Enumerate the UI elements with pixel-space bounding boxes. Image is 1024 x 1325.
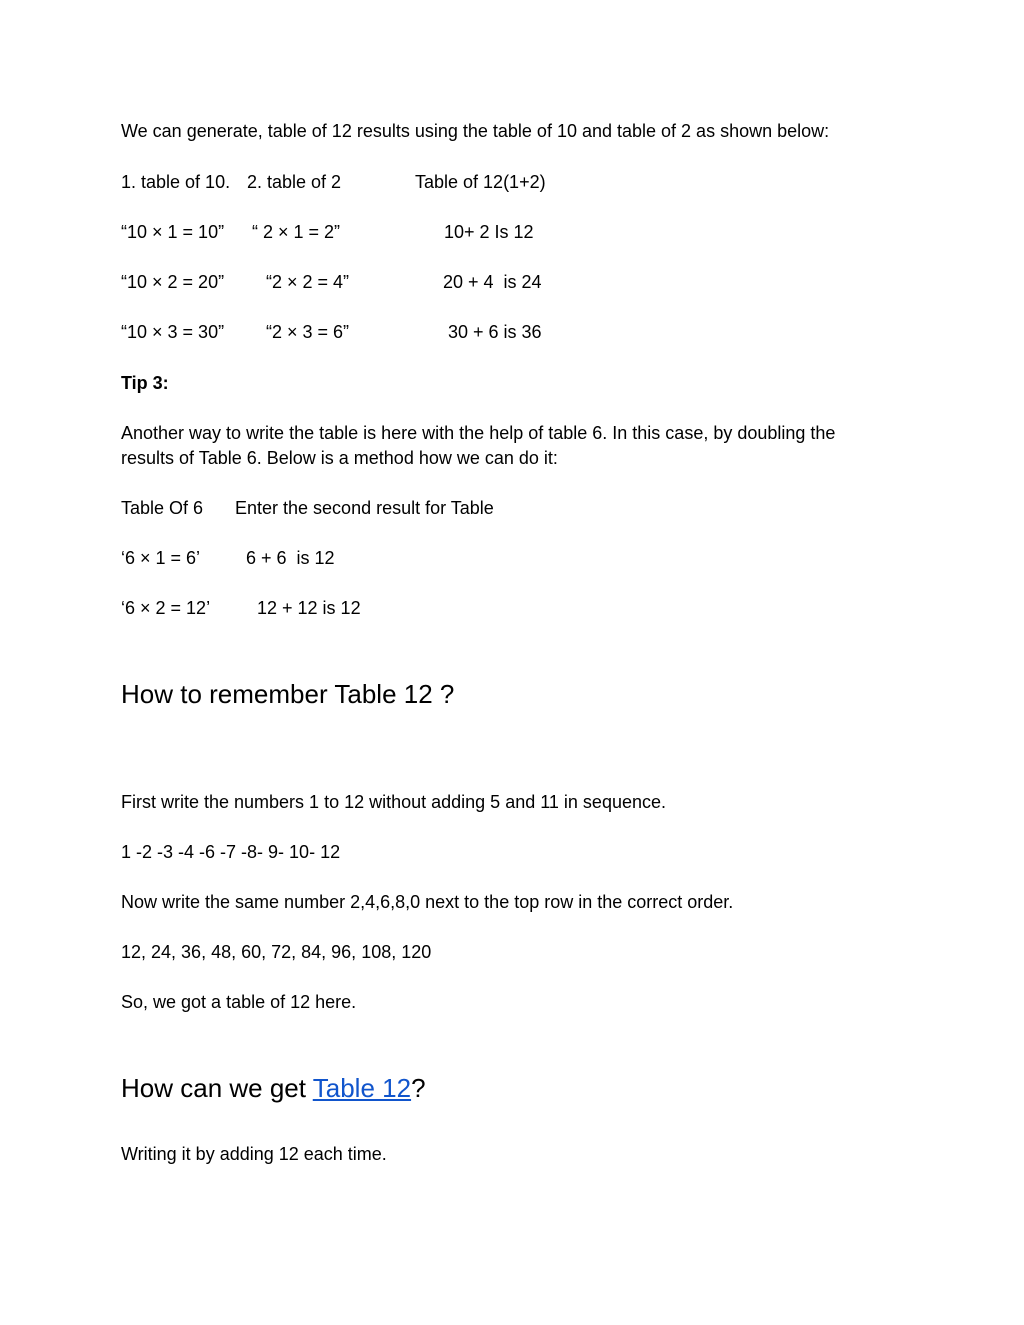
table10-row-2: “10 × 2 = 20” [121,272,225,292]
remember-sequence: 1 -2 -3 -4 -6 -7 -8- 9- 10- 12 [121,842,341,862]
remember-step2: Now write the same number 2,4,6,8,0 next to the top row in the correct order. [121,892,734,912]
get-heading [121,1072,426,1104]
table10-row-3: “10 × 3 = 30” [121,322,225,342]
table12-row-1: 10+ 2 Is 12 [444,222,534,242]
table2-row-2: “2 × 2 = 4” [266,272,350,292]
table12-header: Table of 12(1+2) [415,172,546,192]
remember-conclusion: So, we got a table of 12 here. [121,992,357,1012]
table-12-link[interactable]: Table 12 [312,1073,412,1103]
table6-result-row-1: 6 + 6 is 12 [246,548,335,568]
intro-text: We can generate, table of 12 results using the table of 10 and table of 2 as shown below: [121,121,830,141]
tip3-label: Tip 3: [121,373,169,393]
table2-row-3: “2 × 3 = 6” [266,322,350,342]
remember-results: 12, 24, 36, 48, 60, 72, 84, 96, 108, 120 [121,942,432,962]
get-heading-suffix: ? [411,1073,426,1103]
table6-second-header: Enter the second result for Table [235,498,494,518]
tip3-text: Another way to write the table is here with the help of table 6. In this case, by doubling the results of Table 6. Below is a method how we can do it: [121,423,836,468]
table2-row-1: “ 2 × 1 = 2” [252,222,341,242]
table10-header: 1. table of 10. [121,172,231,192]
table12-row-2: 20 + 4 is 24 [443,272,542,292]
table2-header: 2. table of 2 [247,172,342,192]
remember-step1: First write the numbers 1 to 12 without adding 5 and 11 in sequence. [121,792,666,812]
get-heading-prefix: How can we get [121,1073,313,1103]
table6-header: Table Of 6 [121,498,204,518]
table10-row-1: “10 × 1 = 10” [121,222,225,242]
table6-result-row-2: 12 + 12 is 12 [257,598,361,618]
table6-row-2: ‘6 × 2 = 12’ [121,598,211,618]
remember-heading: How to remember Table 12 ? [121,679,455,709]
table6-row-1: ‘6 × 1 = 6’ [121,548,201,568]
get-text: Writing it by adding 12 each time. [121,1144,387,1164]
table12-row-3: 30 + 6 is 36 [448,322,542,342]
